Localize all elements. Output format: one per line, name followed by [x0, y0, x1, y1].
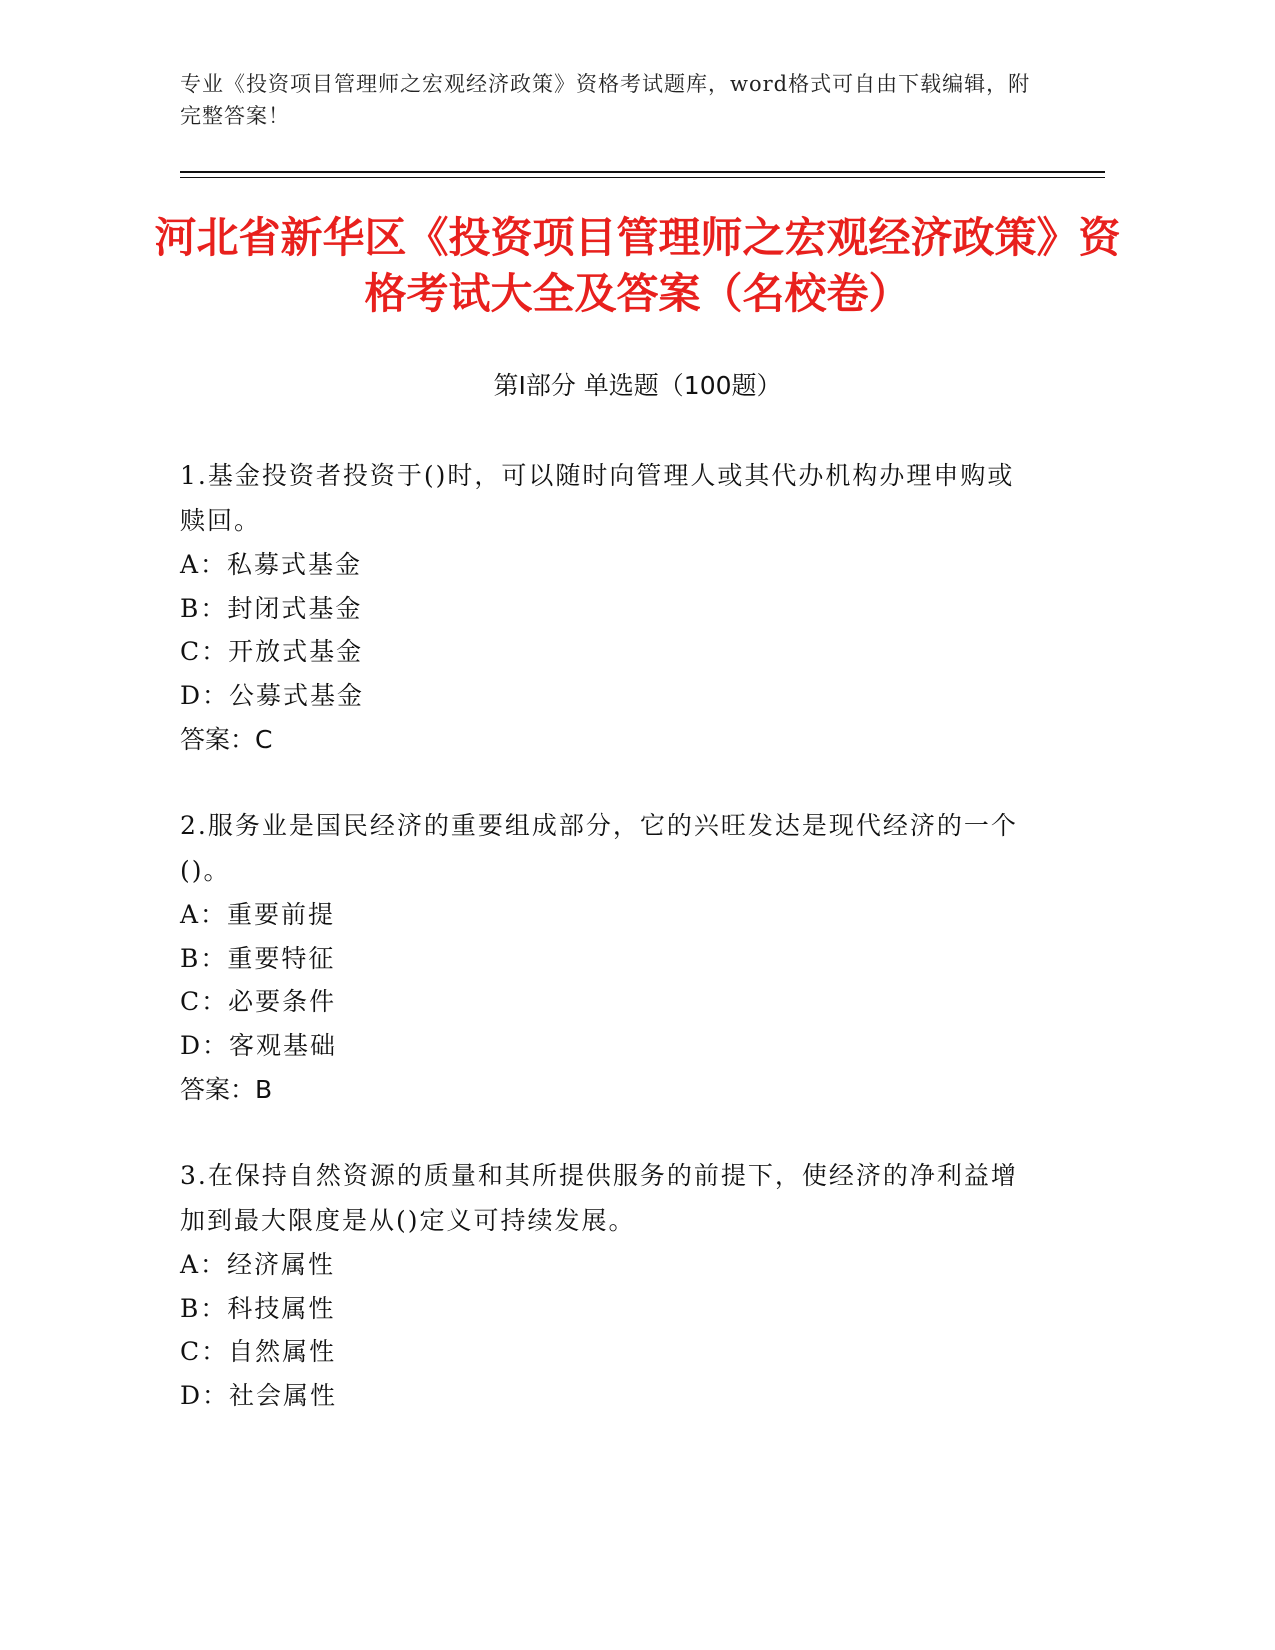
document-title: 河北省新华区《投资项目管理师之宏观经济政策》资格考试大全及答案（名校卷）	[154, 213, 1121, 318]
option-c: C：自然属性	[180, 1337, 337, 1366]
question-2	[180, 803, 1020, 1112]
option-b: B：封闭式基金	[180, 593, 363, 623]
option-c: C：必要条件	[180, 987, 337, 1016]
option-d: D：公募式基金	[180, 680, 365, 710]
option-d: D：社会属性	[180, 1380, 338, 1410]
header-note: 专业《投资项目管理师之宏观经济政策》资格考试题库，word格式可自由下载编辑，附完整答案！	[180, 72, 1031, 128]
option-b: B：重要特征	[180, 943, 336, 973]
option-b: B：科技属性	[180, 1293, 336, 1323]
option-a: A：私募式基金	[180, 550, 363, 579]
section-title: 第Ⅰ部分 单选题（100题）	[493, 371, 782, 400]
question-list	[180, 453, 1020, 1458]
question-stem: 1.基金投资者投资于()时，可以随时向管理人或其代办机构办理申购或赎回。	[180, 461, 1015, 535]
answer: 答案：C	[180, 725, 273, 754]
question-stem: 3.在保持自然资源的质量和其所提供服务的前提下，使经济的净利益增加到最大限度是从()定义可持续发展。	[180, 1161, 1018, 1235]
option-a: A：经济属性	[180, 1250, 336, 1279]
option-a: A：重要前提	[180, 900, 336, 929]
question-1	[180, 453, 1020, 762]
header-divider	[180, 171, 1105, 173]
header-divider-thin	[180, 177, 1105, 178]
question-3	[180, 1153, 1020, 1417]
option-d: D：客观基础	[180, 1030, 338, 1060]
answer: 答案：B	[180, 1075, 273, 1104]
option-c: C：开放式基金	[180, 637, 364, 666]
question-stem: 2.服务业是国民经济的重要组成部分，它的兴旺发达是现代经济的一个()。	[180, 811, 1018, 885]
